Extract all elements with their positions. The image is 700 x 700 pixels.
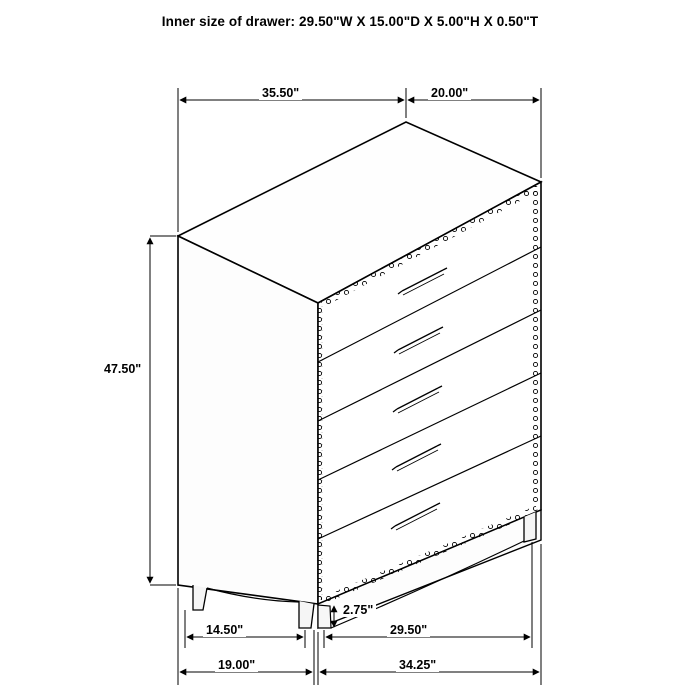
dim-top-depth-label: 20.00" [428,86,471,100]
dim-front-base-label: 29.50" [387,623,430,637]
leg-front-right [524,512,536,542]
chest-body [178,122,541,628]
dim-side-base-label: 14.50" [203,623,246,637]
dim-overall-depth-label: 19.00" [215,658,258,672]
dim-overall-width-label: 34.25" [396,658,439,672]
dim-leg-height-label: 2.75" [340,603,376,617]
leg-front-left [299,601,314,628]
page-title: Inner size of drawer: 29.50"W X 15.00"D X 5.00"H X 0.50"T [161,14,539,29]
leg-front-left-face [318,605,331,628]
dim-top-width-label: 35.50" [259,86,302,100]
leg-back-left [193,585,207,610]
dim-height-label: 47.50" [101,362,144,376]
